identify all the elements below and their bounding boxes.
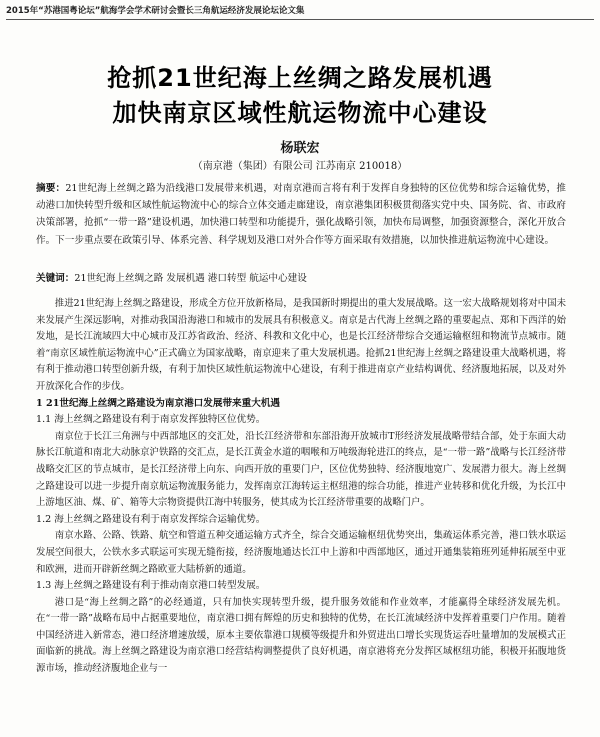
abstract-label: 摘要：	[36, 183, 66, 194]
keywords-text: 21世纪海上丝绸之路 发展机遇 港口转型 航运中心建设	[74, 273, 307, 284]
running-header: 2015年“苏港国粤论坛”航海学会学术研讨会暨长三角航运经济发展论坛论文集	[6, 4, 594, 20]
subsection-1-3-paragraph: 港口是“海上丝绸之路”的必经通道，只有加快实现转型升级，提升服务效能和作业效率，才能赢得全球经济发展先机。在“一带一路”战略布局中占据重要地位，南京港口拥有辉煌的历史和独特的优势，在长江流域经济中发挥着重要门户作用。随着中国经济进入新常态，港口经济增速放缓，原本主要依靠港口规模等级提升和外贸进出口增长实现货运吞吐量增加的发展模式正面临新的挑战。海上丝绸之路建设为南京港口经营结构调整提供了良好机遇，南京港将充分发挥区域枢纽功能，积极开拓腹地货源市场，推动经济腹地企业与一	[36, 596, 566, 675]
author-affiliation: （南京港（集团）有限公司 江苏南京 210018）	[192, 161, 408, 172]
subsection-1-3-heading: 1.3 海上丝绸之路建设有利于推动南京港口转型发展。	[36, 580, 266, 592]
subsection-1-1-heading: 1.1 海上丝绸之路建设有利于南京发挥独特区位优势。	[36, 414, 266, 426]
abstract-text: 21世纪海上丝绸之路为沿线港口发展带来机遇，对南京港而言将有利于发挥自身独特的区位优势和综合运输优势，推动港口加快转型升级和区域性航运物流中心的综合立体交通走廊建设，南京港集团积极贯彻落实党中央、国务院、省、市政府决策部署，抢抓“一带一路”建设机遇，加快港口转型和功能提升，强化战略引领，加快布局调整，加强资源整合，深化开放合作。下一步重点要在政策引导、体系完善、科学规划及港口对外合作等方面采取有效措施，以加快推进航运物流中心建设。	[36, 183, 566, 246]
paper-title-line-2: 加快南京区域性航运物流中心建设	[112, 99, 488, 127]
paper-title-line-1: 抢抓21世纪海上丝绸之路发展机遇	[107, 64, 493, 92]
intro-paragraph: 推进21世纪海上丝绸之路建设，形成全方位开放新格局，是我国新时期提出的重大发展战略。这一宏大战略规划将对中国未来发展产生深远影响，对推动我国沿海港口和城市的发展具有积极意义。南京是古代海上丝绸之路的重要起点、郑和下西洋的始发地，是长江流域四大中心城市及江苏省政治、经济、科教和文化中心，也是长江经济带综合交通运输枢纽和物流节点城市。随着“南京区域性航运物流中心”正式确立为国家战略，南京迎来了重大发展机遇。抢抓21世纪海上丝绸之路建设重大战略机遇，将有利于推动港口转型创新升级，有利于加快区域性航运物流中心建设，有利于推进南京产业结构调优、经济腹地拓展，以及对外开放深化合作的步伐。	[36, 298, 566, 392]
keywords-label: 关键词：	[36, 273, 75, 284]
keywords	[36, 271, 566, 287]
section-1-heading: 1 21世纪海上丝绸之路建设为南京港口发展带来重大机遇	[36, 397, 281, 409]
abstract	[36, 180, 566, 249]
subsection-1-1-paragraph: 南京位于长江三角洲与中西部地区的交汇处，沿长江经济带和东部沿海开放城市T形经济发展战略带结合部，处于东面大动脉长江航道和南北大动脉京沪铁路的交汇点，是长江黄金水道的咽喉和万吨级海轮进江的终点，是“一带一路”战略与长江经济带战略交汇区的节点城市，是长江经济带上向东、向西开放的重要门户，区位优势独特、经济腹地宽广、发展潜力很大。海上丝绸之路建设可以进一步提升南京航运物流服务能力，发挥南京江海转运主枢纽港的综合功能，推进产业转移和优化升级，为长江中上游地区油、煤、矿、箱等大宗物资提供江海中转服务，使其成为长江经济带重要的战略门户。	[36, 430, 566, 509]
main-body	[36, 296, 566, 678]
subsection-1-2-heading: 1.2 海上丝绸之路建设有利于南京发挥综合运输优势。	[36, 513, 266, 525]
subsection-1-2-paragraph: 南京水路、公路、铁路、航空和管道五种交通运输方式齐全，综合交通运输枢纽优势突出，集疏运体系完善，港口铁水联运发展空间很大，公铁水多式联运可实现无缝衔接，经济腹地通达长江中上游和中西部地区，通过开通集装箱班列延伸拓展至中亚和欧洲，进而开辟新丝绸之路欧亚大陆桥新的通道。	[36, 530, 566, 575]
author-name: 杨联宏	[280, 141, 320, 156]
